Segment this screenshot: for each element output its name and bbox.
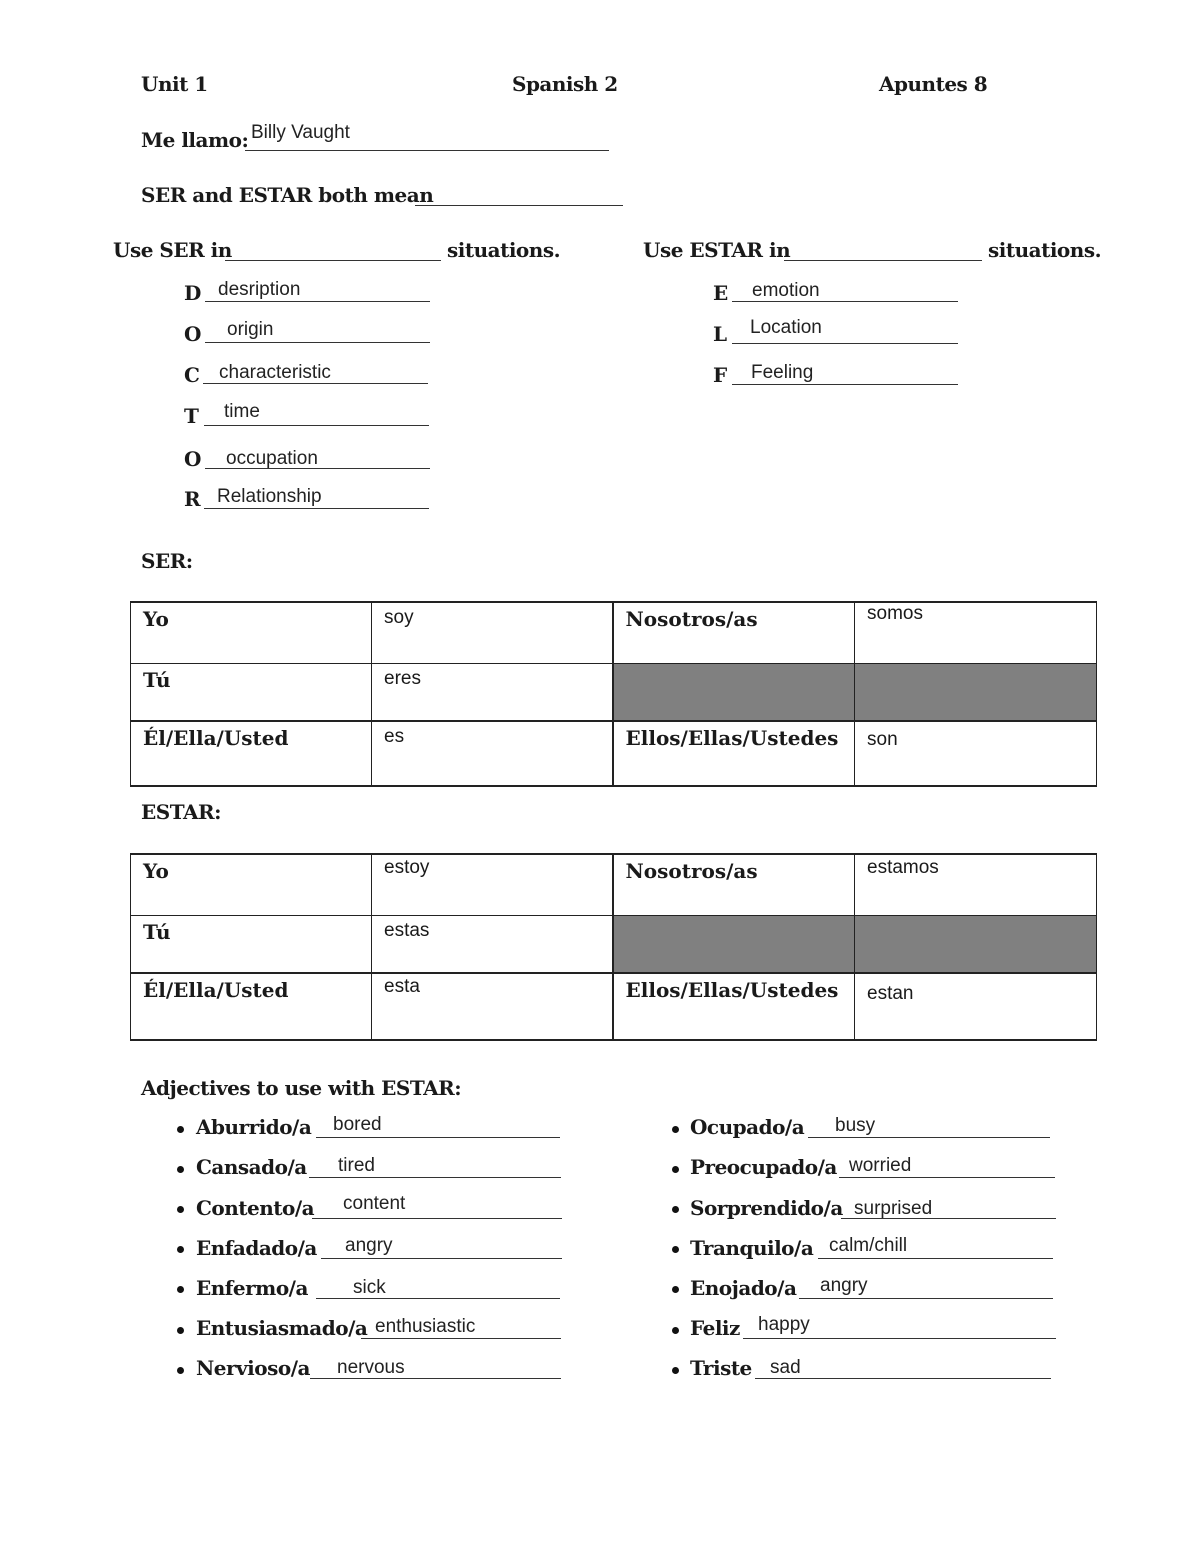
bullet-icon [672,1286,679,1293]
doctor-line [205,342,430,343]
doctor-line [205,301,430,302]
doctor-answer[interactable]: origin [227,319,274,340]
doctor-answer[interactable]: Relationship [217,486,322,507]
adjective-line [309,1177,561,1178]
adjective-word: Cansado/a [196,1155,307,1179]
doctor-letter: D [184,281,201,305]
notes-label: Apuntes 8 [879,72,988,96]
bullet-icon [672,1246,679,1253]
ser-use-line[interactable] [225,260,441,261]
adjective-word: Tranquilo/a [690,1236,814,1260]
gray-cell [613,916,855,974]
estar-ellos-cell[interactable]: estan [855,973,1097,1040]
bullet-icon [177,1327,184,1334]
estar-use-suffix: situations. [988,238,1102,262]
estar-yo-cell[interactable]: estoy [372,854,613,916]
adjective-word: Sorprendido/a [690,1196,843,1220]
doctor-answer[interactable]: time [224,401,260,422]
adjective-answer[interactable]: calm/chill [829,1235,908,1256]
adjective-answer[interactable]: bored [333,1114,382,1135]
adjective-word: Preocupado/a [690,1155,837,1179]
adjective-word: Triste [690,1356,752,1380]
doctor-line [204,508,429,509]
bullet-icon [177,1286,184,1293]
elf-letter: F [713,363,727,387]
adjective-line [799,1298,1053,1299]
adjective-word: Feliz [690,1316,740,1340]
elf-line [732,343,958,344]
ser-el-cell[interactable]: es [372,721,613,786]
elf-letter: E [713,281,728,305]
adjective-word: Entusiasmado/a [196,1316,368,1340]
estar-nosotros-label: Nosotros/as [613,854,855,916]
adjective-answer[interactable]: enthusiastic [375,1316,476,1337]
doctor-letter: O [184,322,201,346]
estar-ellos-label: Ellos/Ellas/Ustedes [613,973,855,1040]
adjective-word: Enfadado/a [196,1236,317,1260]
adjective-answer[interactable]: angry [345,1235,393,1256]
adjective-word: Aburrido/a [196,1115,312,1139]
ser-tu-label: Tú [131,664,372,722]
both-mean-label: SER and ESTAR both mean [141,183,434,207]
doctor-letter: T [184,404,199,428]
ser-title: SER: [141,549,193,573]
bullet-icon [177,1246,184,1253]
adjective-line [361,1338,561,1339]
adjective-word: Ocupado/a [690,1115,805,1139]
adjective-answer[interactable]: nervous [337,1357,405,1378]
both-mean-line[interactable] [415,205,623,206]
name-value[interactable]: Billy Vaught [251,122,350,143]
ser-el-label: Él/Ella/Usted [131,721,372,786]
course-label: Spanish 2 [512,72,618,96]
estar-yo-label: Yo [131,854,372,916]
bullet-icon [672,1126,679,1133]
adjective-answer[interactable]: sick [353,1277,386,1298]
name-line [245,150,609,151]
gray-cell [613,664,855,722]
estar-el-label: Él/Ella/Usted [131,973,372,1040]
doctor-answer[interactable]: characteristic [219,362,331,383]
adjective-line [316,1137,560,1138]
adjective-answer[interactable]: content [343,1193,406,1214]
estar-el-cell[interactable]: esta [372,973,613,1040]
bullet-icon [177,1126,184,1133]
ser-yo-cell[interactable]: soy [372,602,613,664]
elf-answer[interactable]: Location [750,317,822,338]
gray-cell [855,916,1097,974]
bullet-icon [672,1166,679,1173]
adjectives-title: Adjectives to use with ESTAR: [141,1076,462,1100]
adjective-answer[interactable]: busy [835,1115,876,1136]
adjective-line [312,1218,562,1219]
estar-use-line[interactable] [784,260,982,261]
adjective-answer[interactable]: angry [820,1275,868,1296]
estar-nosotros-cell[interactable]: estamos [855,854,1097,916]
doctor-letter: R [184,487,201,511]
adjective-word: Enojado/a [690,1276,797,1300]
unit-label: Unit 1 [141,72,208,96]
adjective-line [818,1258,1053,1259]
adjective-word: Nervioso/a [196,1356,310,1380]
ser-nosotros-label: Nosotros/as [613,602,855,664]
bullet-icon [177,1166,184,1173]
adjective-word: Contento/a [196,1196,315,1220]
doctor-letter: O [184,447,201,471]
adjective-answer[interactable]: worried [849,1155,912,1176]
estar-conjugation-table [130,853,1097,1041]
ser-nosotros-cell[interactable]: somos [855,602,1097,664]
ser-ellos-cell[interactable]: son [855,721,1097,786]
bullet-icon [672,1367,679,1374]
adjective-word: Enfermo/a [196,1276,308,1300]
bullet-icon [672,1327,679,1334]
estar-use-prefix: Use ESTAR in [643,238,791,262]
estar-tu-label: Tú [131,916,372,974]
doctor-letter: C [184,363,200,387]
adjective-answer[interactable]: tired [338,1155,375,1176]
elf-answer[interactable]: emotion [752,280,820,301]
bullet-icon [672,1206,679,1213]
estar-title: ESTAR: [141,800,221,824]
bullet-icon [177,1206,184,1213]
elf-line [732,384,958,385]
doctor-answer[interactable]: occupation [226,448,318,469]
elf-letter: L [713,322,727,346]
ser-use-prefix: Use SER in [113,238,232,262]
adjective-line [839,1177,1055,1178]
bullet-icon [177,1367,184,1374]
adjective-line [321,1258,562,1259]
adjective-answer[interactable]: sad [770,1357,801,1378]
doctor-line [204,425,429,426]
ser-tu-cell[interactable]: eres [372,664,613,722]
estar-tu-cell[interactable]: estas [372,916,613,974]
adjective-line [808,1137,1050,1138]
adjective-answer[interactable]: happy [758,1314,810,1335]
ser-conjugation-table [130,601,1097,787]
elf-answer[interactable]: Feeling [751,362,814,383]
ser-yo-label: Yo [131,602,372,664]
adjective-line [743,1338,1056,1339]
adjective-answer[interactable]: surprised [854,1198,933,1219]
ser-use-suffix: situations. [447,238,561,262]
doctor-answer[interactable]: desription [218,279,301,300]
name-label: Me llamo: [141,128,249,152]
ser-ellos-label: Ellos/Ellas/Ustedes [613,721,855,786]
gray-cell [855,664,1097,722]
